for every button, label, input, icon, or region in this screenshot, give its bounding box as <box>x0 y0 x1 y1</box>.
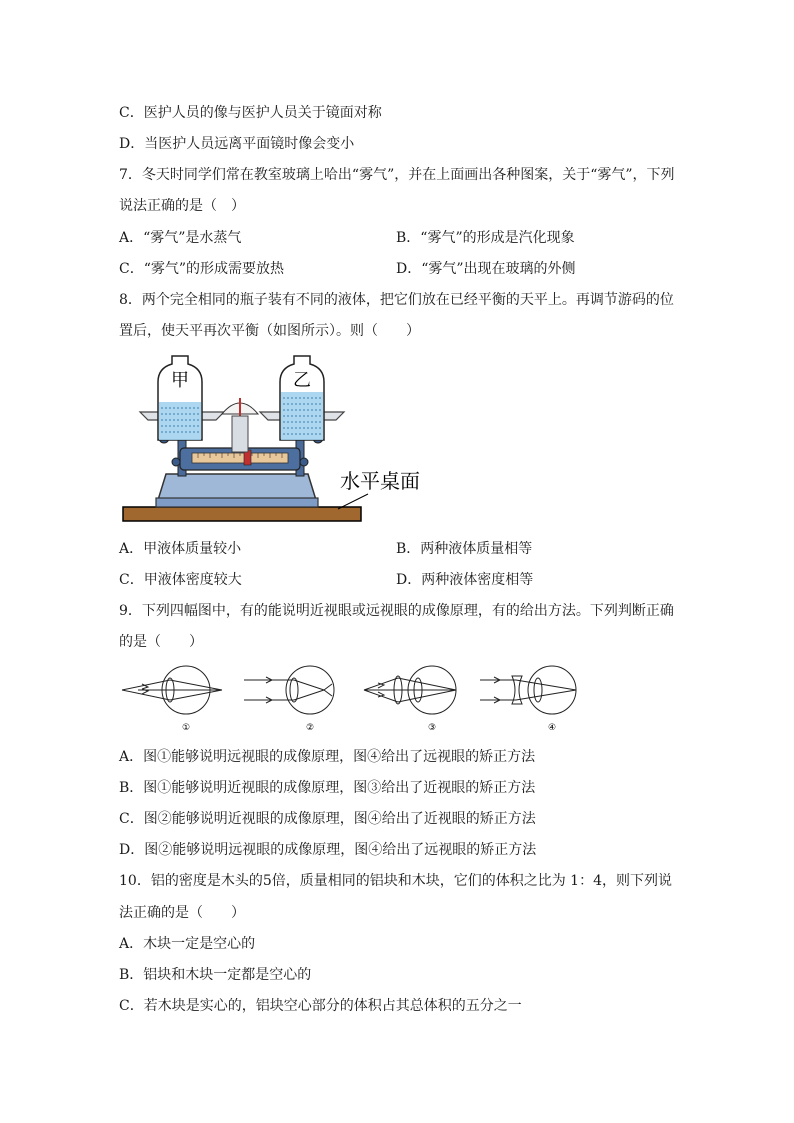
q10-option-c: C．若木块是实心的，铝块空心部分的体积占其总体积的五分之一 <box>119 998 522 1014</box>
q8-option-c: C．甲液体密度较大 <box>119 572 242 588</box>
q8-stem-line-2: 置后，使天平再次平衡（如图所示）。则（ ） <box>119 323 420 339</box>
q7-stem-line-1: 7．冬天时同学们常在教室玻璃上哈出“雾气”，并在上面画出各种图案，关于“雾气”，下列 <box>119 167 675 183</box>
q8-option-d: D．两种液体密度相等 <box>396 572 534 588</box>
q6-option-c: C．医护人员的像与医护人员关于镜面对称 <box>119 105 382 121</box>
q9-stem-line-1: 9．下列四幅图中，有的能说明近视眼或远视眼的成像原理，有的给出方法。下列判断正确 <box>119 603 674 619</box>
eye-diagram-3 <box>364 666 456 714</box>
balance-base <box>158 474 316 500</box>
q9-option-a: A．图①能够说明远视眼的成像原理，图④给出了远视眼的矫正方法 <box>119 749 536 765</box>
q6-option-d: D．当医护人员远离平面镜时像会变小 <box>119 136 355 152</box>
q10-option-b: B．铝块和木块一定都是空心的 <box>119 967 312 983</box>
q9-option-b: B．图①能够说明近视眼的成像原理，图③给出了近视眼的矫正方法 <box>119 780 536 796</box>
bottle-jia-label: 甲 <box>171 370 189 391</box>
q9-option-c: C．图②能够说明近视眼的成像原理，图④给出了近视眼的矫正方法 <box>119 811 536 827</box>
q9-stem-line-2: 的是（ ） <box>119 634 203 650</box>
q7-option-d: D．“雾气”出现在玻璃的外侧 <box>396 261 576 277</box>
q10-option-a: A．木块一定是空心的 <box>119 936 256 952</box>
q7-stem-line-2: 说法正确的是（ ） <box>119 198 245 214</box>
q7-option-c: C．“雾气”的形成需要放热 <box>119 261 285 277</box>
table-top <box>123 507 361 521</box>
eye-diagram-1-label: ① <box>181 723 191 733</box>
eye-diagrams-figure <box>118 660 588 740</box>
q8-stem-line-1: 8．两个完全相同的瓶子装有不同的液体，把它们放在已经平衡的天平上。再调节游码的位 <box>119 292 674 308</box>
table-label: 水平桌面 <box>340 469 420 493</box>
q7-option-a: A．“雾气”是水蒸气 <box>119 230 242 246</box>
eye-diagram-1 <box>122 666 222 714</box>
balance-figure <box>118 352 438 528</box>
q9-option-d: D．图②能够说明远视眼的成像原理，图④给出了远视眼的矫正方法 <box>119 842 537 858</box>
eye-diagram-2 <box>244 666 334 714</box>
eye-diagram-3-label: ③ <box>427 723 437 733</box>
q8-option-a: A．甲液体质量较小 <box>119 541 242 557</box>
q10-stem-line-2: 法正确的是（ ） <box>119 905 245 921</box>
eye-diagram-2-label: ② <box>305 723 315 733</box>
bottle-yi-label: 乙 <box>293 370 311 391</box>
eye-diagram-4-label: ④ <box>547 723 557 733</box>
eye-diagram-4 <box>480 666 576 714</box>
q10-stem-line-1: 10．铝的密度是木头的5倍，质量相同的铝块和木块，它们的体积之比为 1：4，则下列说 <box>119 873 672 889</box>
q8-option-b: B．两种液体质量相等 <box>396 541 533 557</box>
q7-option-b: B．“雾气”的形成是汽化现象 <box>396 230 575 246</box>
